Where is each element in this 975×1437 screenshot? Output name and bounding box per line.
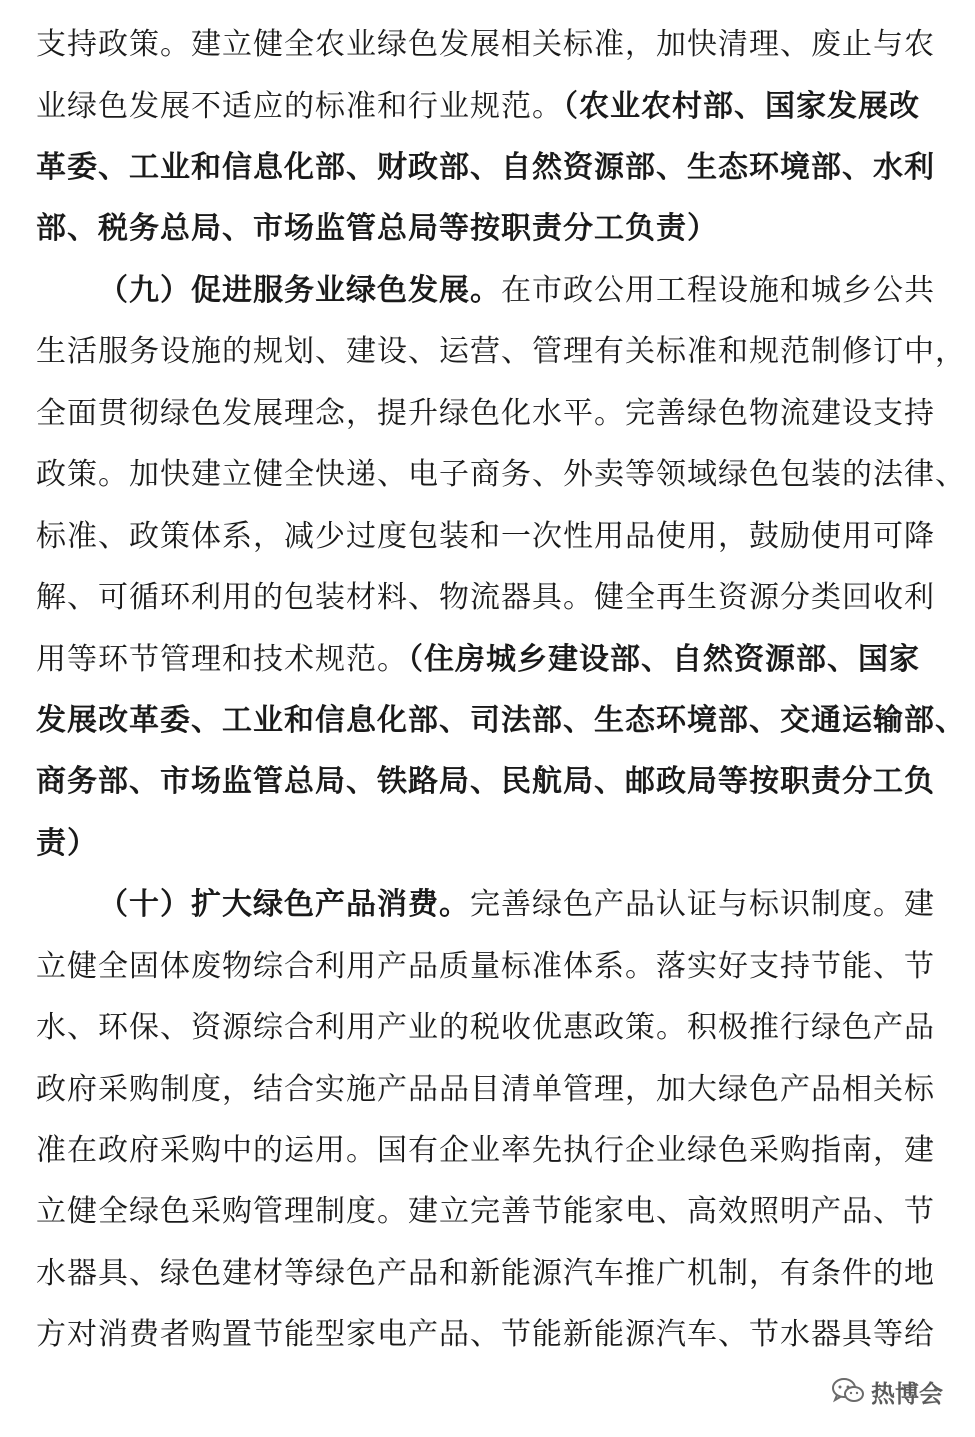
bold-text-segment: （农业农村部、国家发展改 bbox=[563, 89, 920, 124]
text-segment: 水器具、绿色建材等绿色产品和新能源汽车推广机制，有条件的地 bbox=[36, 1256, 935, 1291]
bold-text-segment: （九）促进服务业绿色发展。 bbox=[98, 273, 501, 308]
bold-text-segment: 责） bbox=[36, 826, 98, 861]
text-segment: 政府采购制度，结合实施产品品目清单管理，加大绿色产品相关标 bbox=[36, 1072, 935, 1107]
text-segment: 支持政策。建立健全农业绿色发展相关标准，加快清理、废止与农 bbox=[36, 27, 935, 62]
text-line bbox=[0, 137, 975, 199]
text-segment: 方对消费者购置节能型家电产品、节能新能源汽车、节水器具等给 bbox=[36, 1317, 935, 1352]
watermark bbox=[831, 1371, 943, 1411]
text-line bbox=[0, 14, 975, 76]
text-segment: 用等环节管理和技术规范。 bbox=[36, 642, 408, 677]
bold-text-segment: 部、税务总局、市场监管总局等按职责分工负责） bbox=[36, 211, 718, 246]
text-line bbox=[0, 506, 975, 568]
text-segment: 在市政公用工程设施和城乡公共 bbox=[501, 273, 935, 308]
text-segment: 业绿色发展不适应的标准和行业规范。 bbox=[36, 89, 563, 124]
text-line bbox=[0, 198, 975, 260]
text-segment: 标准、政策体系，减少过度包装和一次性用品使用，鼓励使用可降 bbox=[36, 519, 935, 554]
text-line bbox=[0, 76, 975, 138]
text-line bbox=[0, 1181, 975, 1243]
text-segment: 水、环保、资源综合利用产业的税收优惠政策。积极推行绿色产品 bbox=[36, 1010, 935, 1045]
text-line bbox=[0, 1304, 975, 1366]
text-segment: 完善绿色产品认证与标识制度。建 bbox=[470, 887, 935, 922]
text-line bbox=[0, 260, 975, 322]
text-line bbox=[0, 383, 975, 445]
text-segment: 全面贯彻绿色发展理念，提升绿色化水平。完善绿色物流建设支持 bbox=[36, 396, 935, 431]
text-line bbox=[0, 1120, 975, 1182]
text-line bbox=[0, 874, 975, 936]
text-line bbox=[0, 690, 975, 752]
text-segment: 准在政府采购中的运用。国有企业率先执行企业绿色采购指南，建 bbox=[36, 1133, 935, 1168]
bold-text-segment: 商务部、市场监管总局、铁路局、民航局、邮政局等按职责分工负 bbox=[36, 764, 935, 799]
bold-text-segment: 发展改革委、工业和信息化部、司法部、生态环境部、交通运输部、 bbox=[36, 703, 966, 738]
text-segment: 立健全固体废物综合利用产品质量标准体系。落实好支持节能、节 bbox=[36, 949, 935, 984]
watermark-text: 热博会 bbox=[871, 1379, 943, 1408]
text-line bbox=[0, 444, 975, 506]
text-line bbox=[0, 1059, 975, 1121]
bold-text-segment: （十）扩大绿色产品消费。 bbox=[98, 887, 470, 922]
bold-text-segment: 革委、工业和信息化部、财政部、自然资源部、生态环境部、水利 bbox=[36, 150, 935, 185]
text-line bbox=[0, 751, 975, 813]
text-segment: 立健全绿色采购管理制度。建立完善节能家电、高效照明产品、节 bbox=[36, 1194, 935, 1229]
text-line bbox=[0, 997, 975, 1059]
bold-text-segment: （住房城乡建设部、自然资源部、国家 bbox=[408, 642, 920, 677]
text-line bbox=[0, 567, 975, 629]
text-line bbox=[0, 936, 975, 998]
text-segment: 政策。加快建立健全快递、电子商务、外卖等领域绿色包装的法律、 bbox=[36, 457, 966, 492]
text-line bbox=[0, 1243, 975, 1305]
text-segment: 解、可循环利用的包装材料、物流器具。健全再生资源分类回收利 bbox=[36, 580, 935, 615]
wechat-icon bbox=[831, 1376, 865, 1406]
text-line bbox=[0, 813, 975, 875]
text-line bbox=[0, 321, 975, 383]
text-line bbox=[0, 629, 975, 691]
text-segment: 生活服务设施的规划、建设、运营、管理有关标准和规范制修订中， bbox=[36, 334, 966, 369]
